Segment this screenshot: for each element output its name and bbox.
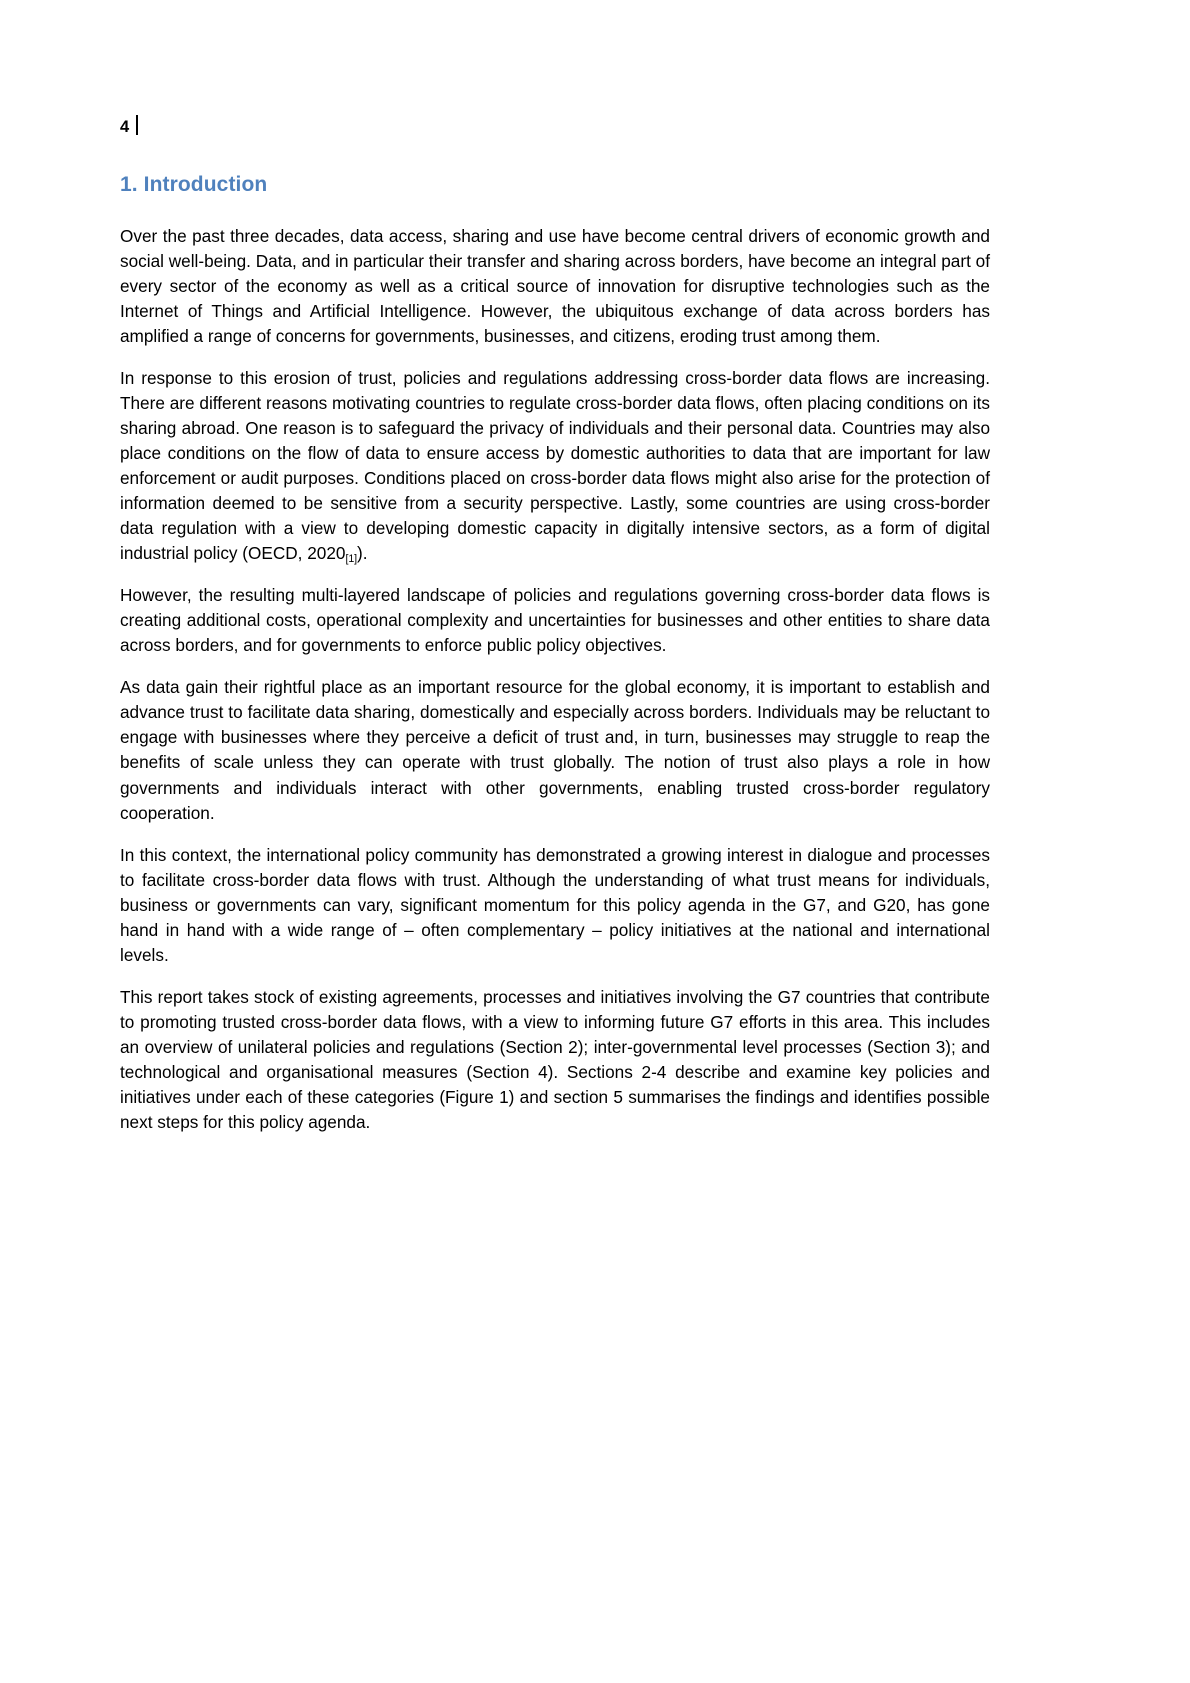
paragraph-intro-6: This report takes stock of existing agreements, processes and initiatives involving the G7 countries that contribute to promoting trusted cross-border data flows, with a view to informing future G7 efforts in this area. This includes an overview of unilateral policies and regulations (Section 2); inter-governmental level processes (Section 3); and technological and organisational measures (Section 4). Sections 2-4 describe and examine key policies and initiatives under each of these categories (Figure 1) and section 5 summarises the findings and identifies possible next steps for this policy agenda. [120, 986, 990, 1132]
page-content [120, 112, 990, 1135]
paragraph-intro-1: Over the past three decades, data access, sharing and use have become central drivers of economic growth and social well-being. Data, and in particular their transfer and sharing across borders, have become an integral part of every sector of the economy as well as a critical source of innovation for disruptive technologies such as the Internet of Things and Artificial Intelligence. However, the ubiquitous exchange of data across borders has amplified a range of concerns for governments, businesses, and citizens, eroding trust among them. [120, 226, 990, 347]
paragraph-intro-4: As data gain their rightful place as an important resource for the global economy, it is important to establish and advance trust to facilitate data sharing, domestically and especially across borders. Individuals may be reluctant to engage with businesses where they perceive a deficit of trust and, in turn, businesses may struggle to reap the benefits of scale unless they can operate with trust globally. The notion of trust also plays a role in how governments and individuals interact with other governments, enabling trusted cross-border regulatory cooperation. [120, 677, 990, 823]
paragraph-2-text-before-citation: In response to this erosion of trust, policies and regulations addressing cross-border data flows are increasing. There are different reasons motivating countries to regulate cross-border data flows, often placing conditions on its sharing abroad. One reason is to safeguard the privacy of individuals and their personal data. Countries may also place conditions on the flow of data to ensure access by domestic authorities to data that are important for law enforcement or audit purposes. Conditions placed on cross-border data flows might also arise for the protection of information deemed to be sensitive from a security perspective. Lastly, some countries are using cross-border data regulation with a view to developing domestic capacity in digitally intensive sectors, as a form of digital industrial policy (OECD, 2020 [120, 368, 990, 564]
paragraph-intro-3: However, the resulting multi-layered landscape of policies and regulations governing cross-border data flows is creating additional costs, operational complexity and uncertainties for businesses and other entities to share data across borders, and for governments to enforce public policy objectives. [120, 585, 990, 656]
header-separator-rule [136, 115, 138, 135]
page-number: 4 [120, 118, 130, 136]
running-header [120, 112, 990, 138]
paragraph-intro-2 [120, 366, 990, 566]
page-title: 1. Introduction [120, 173, 268, 196]
citation-reference-oecd-2020: [1] [345, 553, 358, 566]
paragraph-intro-5: In this context, the international policy community has demonstrated a growing interest in dialogue and processes to facilitate cross-border data flows with trust. Although the understanding of what trust means for individuals, business or governments can vary, significant momentum for this policy agenda in the G7, and G20, has gone hand in hand with a wide range of – often complementary – policy initiatives at the national and international levels. [120, 844, 990, 965]
paragraph-2-text-after-citation: ). [357, 543, 368, 564]
body-text [120, 224, 990, 1135]
